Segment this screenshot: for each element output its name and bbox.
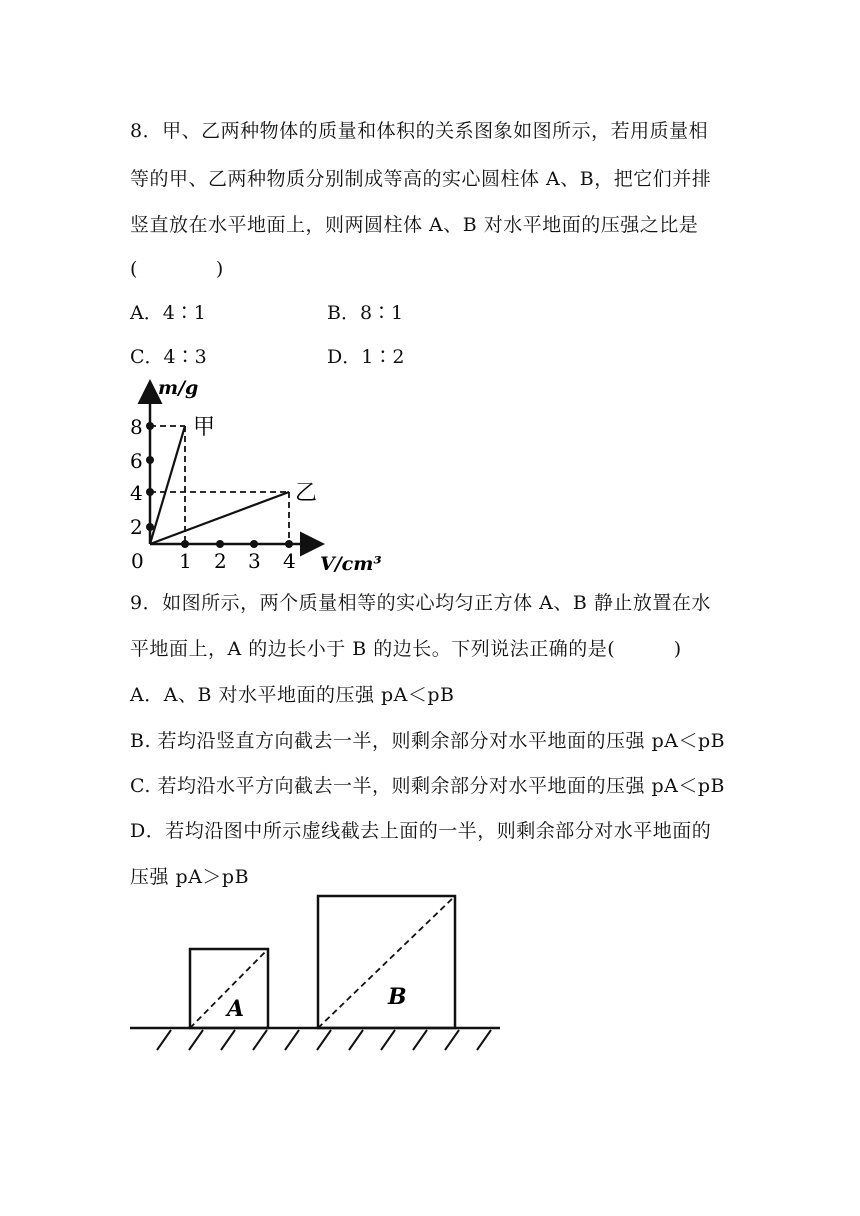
q8-line-2: 等的甲、乙两种物质分别制成等高的实心圆柱体 A、B，把它们并排	[130, 168, 712, 190]
y-tick-dot-2	[146, 523, 154, 531]
q9-option-c: C. 若均沿水平方向截去一半，则剩余部分对水平地面的压强 pA＜pB	[130, 775, 725, 797]
mass-volume-graph	[120, 372, 400, 582]
series-line-jia	[150, 426, 185, 544]
cubes-figure	[125, 888, 515, 1058]
ground-hatching	[157, 1030, 491, 1050]
q9-option-d-line-1: D．若均沿图中所示虚线截去上面的一半，则剩余部分对水平地面的	[130, 820, 712, 842]
y-tick-label-8: 8	[130, 415, 143, 439]
y-tick-label-4: 4	[130, 481, 143, 505]
q9-option-d-line-2: 压强 pA＞pB	[130, 866, 250, 888]
cube-b-diagonal	[318, 896, 455, 1028]
cube-a-label: A	[227, 996, 245, 1022]
q9-line-1: 9．如图所示，两个质量相等的实心均匀正方体 A、B 静止放置在水	[130, 592, 711, 614]
origin-label: 0	[131, 549, 144, 573]
y-tick-label-2: 2	[130, 515, 143, 539]
q8-line-1: 8．甲、乙两种物体的质量和体积的关系图象如图所示，若用质量相	[130, 120, 709, 142]
q9-line-2: 平地面上，A 的边长小于 B 的边长。下列说法正确的是( )	[130, 638, 682, 660]
q8-option-d: D．1∶2	[327, 346, 405, 368]
q8-line-4: ( )	[130, 258, 224, 280]
x-tick-dot-1	[181, 540, 189, 548]
x-tick-label-1: 1	[179, 549, 192, 573]
y-tick-label-6: 6	[130, 449, 143, 473]
x-tick-dot-3	[250, 540, 258, 548]
x-tick-label-3: 3	[248, 549, 261, 573]
q8-line-3: 竖直放在水平地面上，则两圆柱体 A、B 对水平地面的压强之比是	[130, 214, 699, 236]
q8-option-b: B．8∶1	[327, 302, 404, 324]
y-tick-dot-8	[146, 422, 154, 430]
series-line-yi	[150, 492, 289, 544]
q8-option-c: C．4∶3	[130, 346, 207, 368]
y-axis-label: m/g	[158, 377, 199, 399]
q8-option-a: A．4∶1	[130, 302, 206, 324]
x-axis-label: V/cm³	[320, 553, 382, 575]
cube-b-label: B	[388, 984, 407, 1010]
y-tick-dot-6	[146, 456, 154, 464]
x-tick-label-2: 2	[214, 549, 227, 573]
series-label-yi: 乙	[295, 481, 318, 506]
q9-option-b: B. 若均沿竖直方向截去一半，则剩余部分对水平地面的压强 pA＜pB	[130, 730, 726, 752]
q9-option-a: A．A、B 对水平地面的压强 pA＜pB	[130, 684, 455, 706]
y-tick-dot-4	[146, 488, 154, 496]
series-label-jia: 甲	[193, 415, 216, 440]
x-tick-dot-4	[285, 540, 293, 548]
x-tick-dot-2	[216, 540, 224, 548]
x-tick-label-4: 4	[283, 549, 296, 573]
